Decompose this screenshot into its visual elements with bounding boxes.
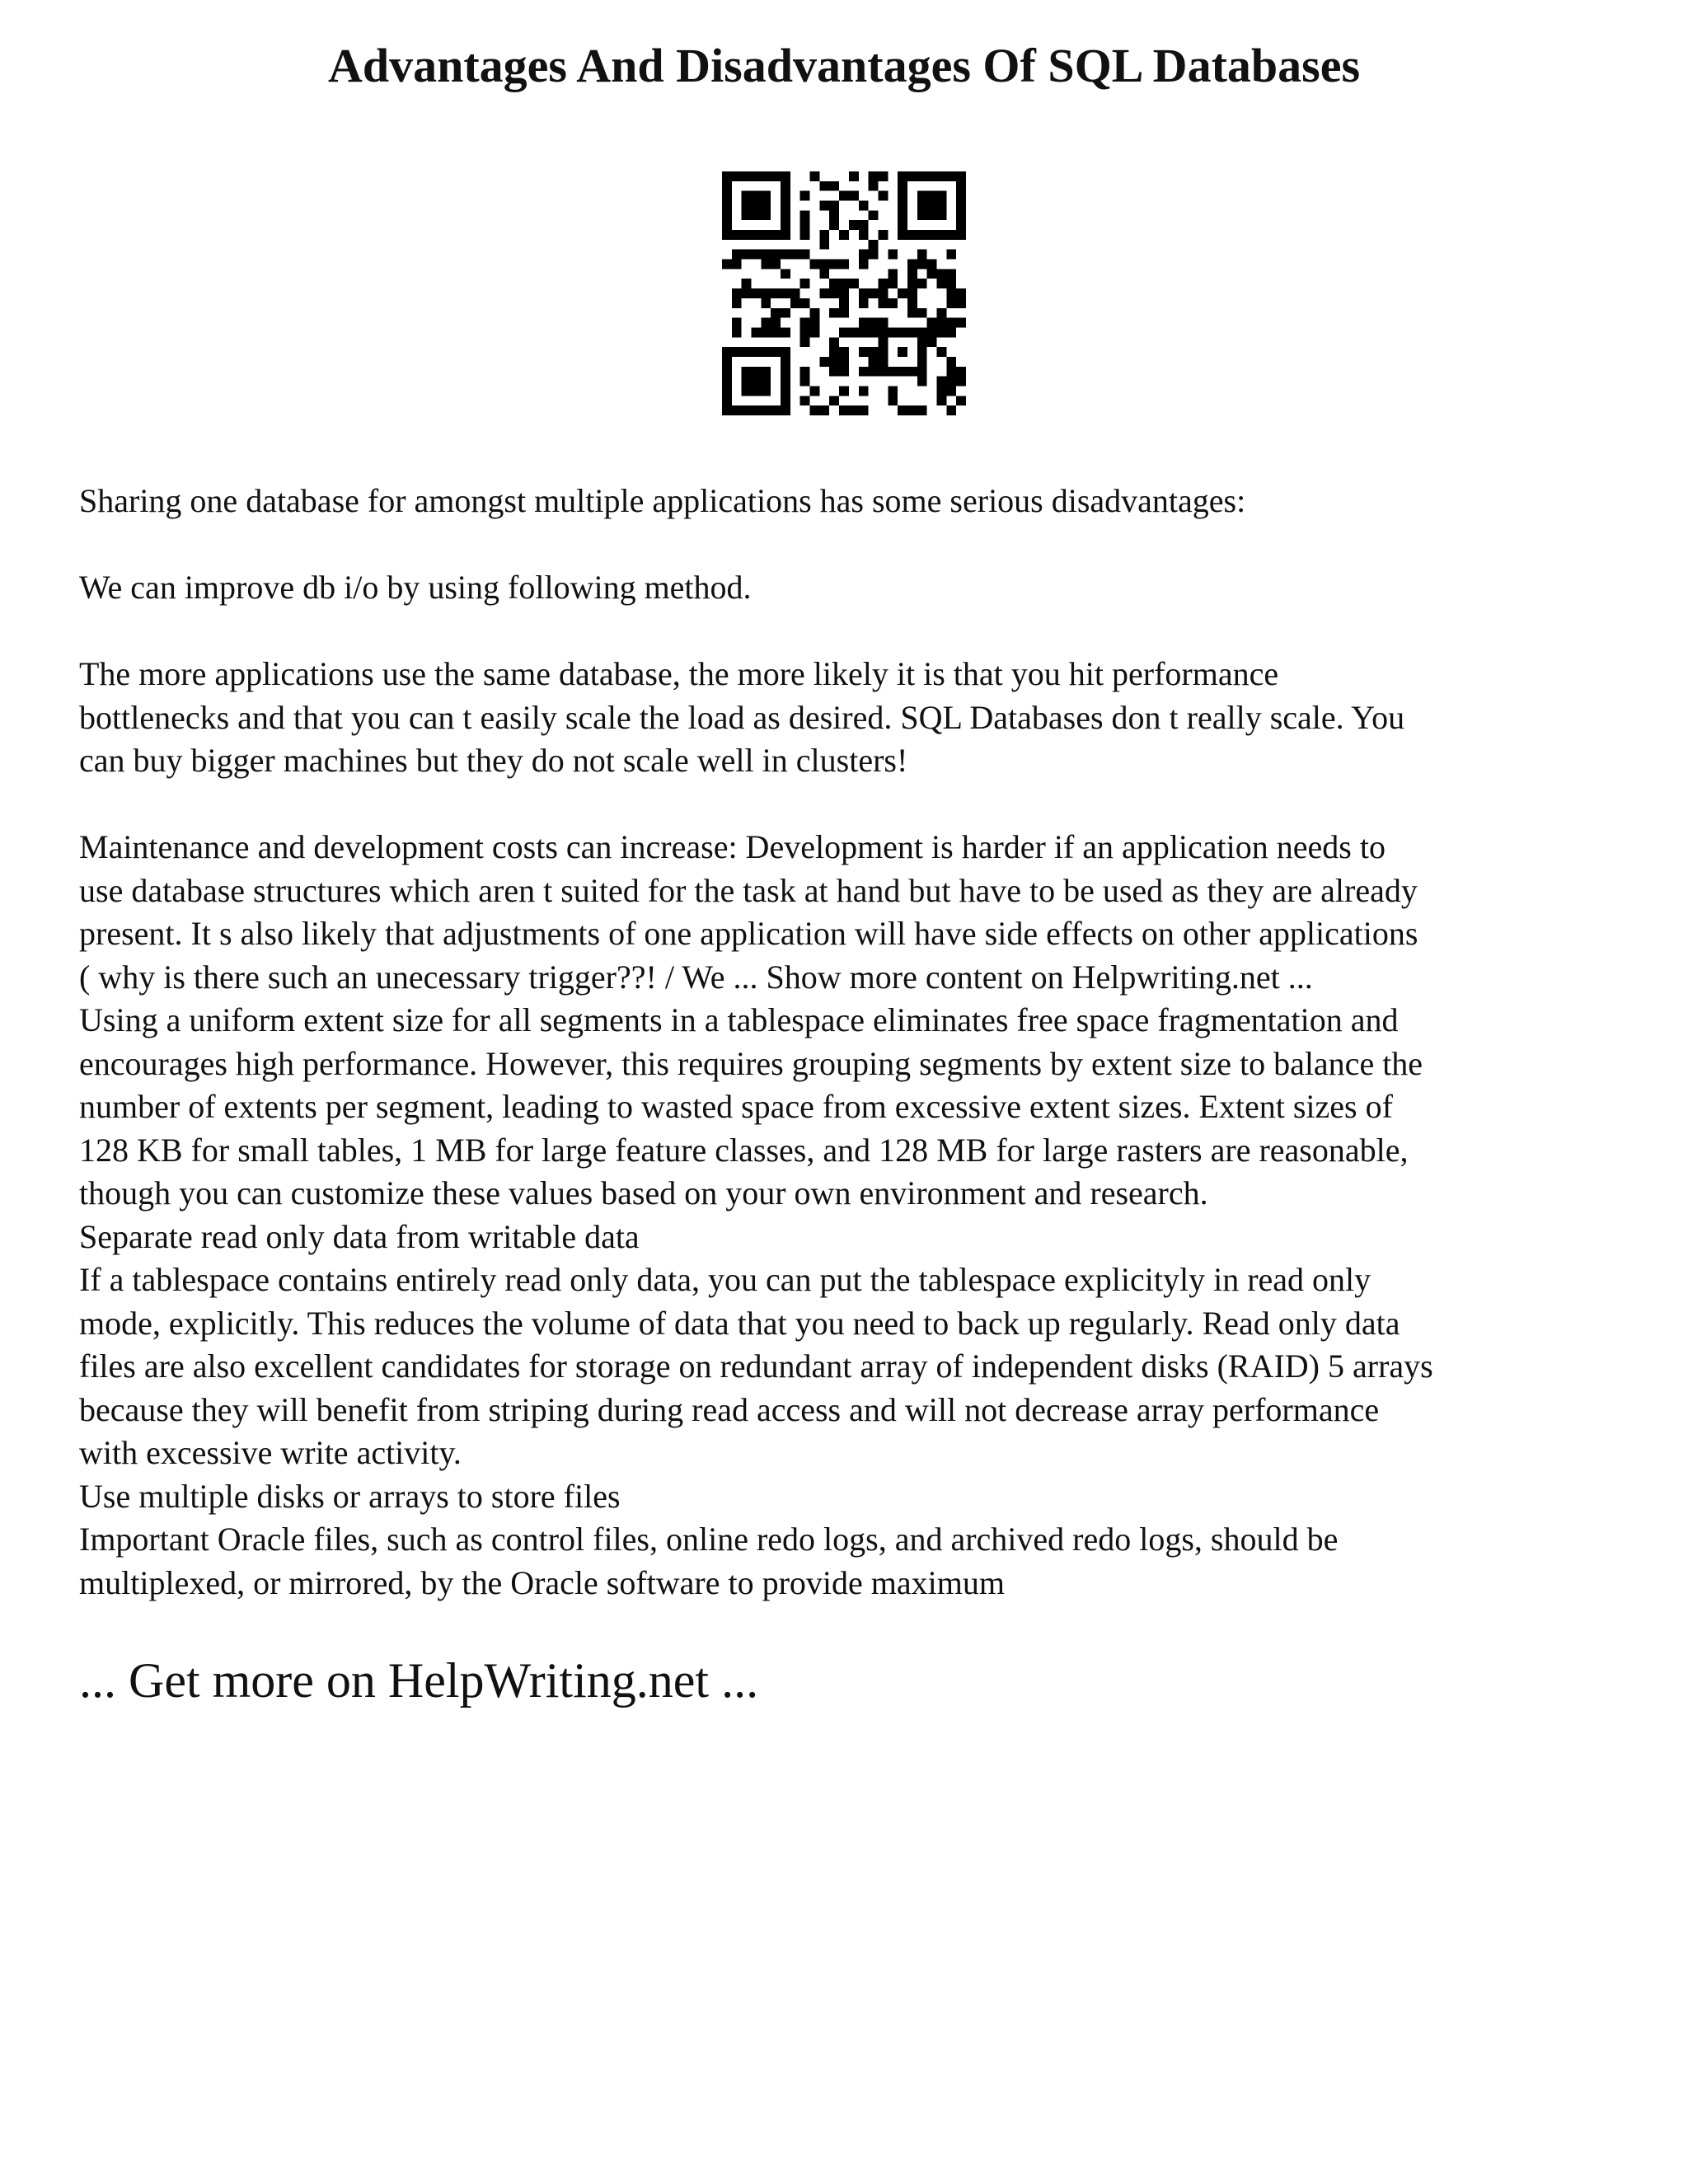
text-line: can buy bigger machines but they do not scale well in clusters! bbox=[79, 742, 908, 779]
text-line: multiplexed, or mirrored, by the Oracle software to provide maximum bbox=[79, 1563, 1006, 1601]
section-heading-line: Use multiple disks or arrays to store files bbox=[79, 1477, 621, 1515]
text-line: though you can customize these values based on your own environment and research. bbox=[79, 1174, 1208, 1212]
text-line: The more applications use the same database, the more likely it is that you hit performance bbox=[79, 655, 1279, 692]
text-line: We can improve db i/o by using following method. bbox=[79, 569, 752, 606]
text-line: present. It s also likely that adjustments of one application will have side effects on other applications bbox=[79, 915, 1418, 952]
qr-code-icon bbox=[722, 171, 966, 415]
article-body bbox=[79, 480, 1645, 1605]
text-line: Maintenance and development costs can increase: Development is harder if an application needs to bbox=[79, 828, 1386, 865]
text-line: Using a uniform extent size for all segments in a tablespace eliminates free space fragmentation and bbox=[79, 1001, 1399, 1038]
get-more-link[interactable]: ... Get more on HelpWriting.net ... bbox=[79, 1653, 759, 1708]
text-line: 128 KB for small tables, 1 MB for large feature classes, and 128 MB for large rasters are reasonable, bbox=[79, 1131, 1409, 1169]
text-line: encourages high performance. However, this requires grouping segments by extent size to balance the bbox=[79, 1044, 1423, 1082]
text-line: Important Oracle files, such as control files, online redo logs, and archived redo logs, should be bbox=[79, 1521, 1339, 1558]
paragraph-scaling bbox=[79, 653, 1645, 783]
paragraph-intro bbox=[79, 480, 1645, 523]
page-title: Advantages And Disadvantages Of SQL Databases bbox=[327, 39, 1361, 92]
text-line: bottlenecks and that you can t easily scale the load as desired. SQL Databases don t really scale. You bbox=[79, 698, 1405, 736]
text-line: with excessive write activity. bbox=[79, 1434, 462, 1471]
text-line: number of extents per segment, leading to wasted space from excessive extent sizes. Extent sizes of bbox=[79, 1088, 1393, 1125]
text-line: If a tablespace contains entirely read only data, you can put the tablespace explicityly in read only bbox=[79, 1261, 1372, 1298]
text-line: use database structures which aren t suited for the task at hand but have to be used as they are already bbox=[79, 871, 1418, 909]
paragraph-maintenance bbox=[79, 826, 1645, 1605]
paragraph-io-method bbox=[79, 566, 1645, 610]
text-line: mode, explicitly. This reduces the volume of data that you need to back up regularly. Read only data bbox=[79, 1304, 1400, 1342]
text-line: Sharing one database for amongst multiple applications has some serious disadvantages: bbox=[79, 482, 1246, 519]
text-line: ( why is there such an unecessary trigger??! / We ... Show more content on Helpwriting.net ... bbox=[79, 958, 1313, 996]
text-line: files are also excellent candidates for storage on redundant array of independent disks (RAID) 5 arrays bbox=[79, 1347, 1433, 1385]
section-heading-line: Separate read only data from writable data bbox=[79, 1217, 640, 1255]
text-line: because they will benefit from striping during read access and will not decrease array performance bbox=[79, 1390, 1380, 1428]
